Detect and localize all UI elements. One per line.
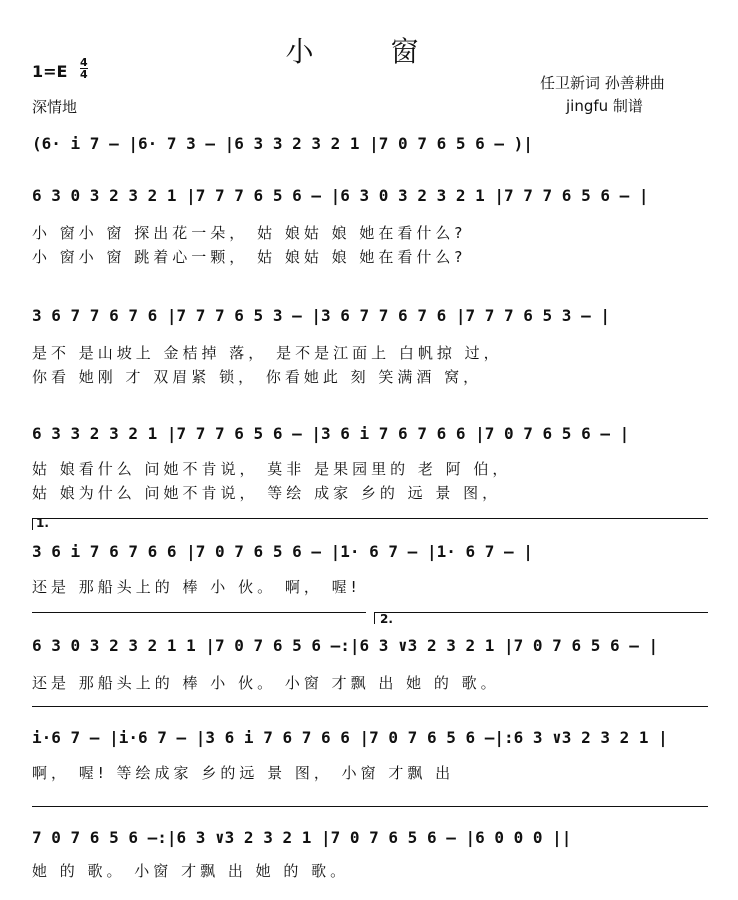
notation-line-3: 3 6 7 7 6 7 6 |7 7 7 6 5 3 – |3 6 7 7 6 7 6 |7 7 7 6 5 3 – | xyxy=(32,306,610,325)
volta-2-label: 2. xyxy=(380,612,393,626)
lyric-line-3a: 是不 是山坡上 金桔掉 落， 是不是江面上 白帆掠 过， xyxy=(32,344,503,362)
volta-1-label: 1. xyxy=(36,516,49,530)
volta-1-hook xyxy=(32,518,33,530)
lyric-line-5: 还是 那船头上的 棒 小 伙。 啊， 喔! xyxy=(32,578,361,596)
lyric-line-4b: 姑 娘为什么 问她不肯说， 等绘 成家 乡的 远 景 图， xyxy=(32,484,502,502)
lyric-line-2b: 小 窗小 窗 跳着心一颗， 姑 娘姑 娘 她在看什么? xyxy=(32,248,467,266)
time-signature xyxy=(80,57,88,80)
notation-line-7: i·6 7 – |i·6 7 – |3 6 i 7 6 7 6 6 |7 0 7 6 5 6 –|:6 3 ∨3 2 3 2 1 | xyxy=(32,728,668,747)
section-divider-2 xyxy=(32,806,708,807)
song-title: 小 窗 xyxy=(285,35,453,68)
meter-bottom: 4 xyxy=(80,68,88,81)
meter-top: 4 xyxy=(80,56,88,69)
notation-maker: jingfu 制谱 xyxy=(566,97,643,115)
volta-2-bracket xyxy=(374,612,708,613)
lyric-line-7: 啊， 喔! 等绘成家 乡的远 景 图， 小窗 才飘 出 xyxy=(32,764,455,782)
volta-1-bracket xyxy=(32,518,708,519)
expression-mark: 深情地 xyxy=(32,98,78,116)
notation-line-2: 6 3 0 3 2 3 2 1 |7 7 7 6 5 6 – |6 3 0 3 2 3 2 1 |7 7 7 6 5 6 – | xyxy=(32,186,649,205)
lyric-line-4a: 姑 娘看什么 问她不肯说， 莫非 是果园里的 老 阿 伯， xyxy=(32,460,512,478)
volta-1-end-line xyxy=(32,612,366,613)
key-signature: 1=E xyxy=(32,62,68,81)
notation-line-8: 7 0 7 6 5 6 –:|6 3 ∨3 2 3 2 1 |7 0 7 6 5 6 – |6 0 0 0 || xyxy=(32,828,572,847)
lyric-line-8: 她 的 歌。 小窗 才飘 出 她 的 歌。 xyxy=(32,862,350,880)
credits: 任卫新词 孙善耕曲 xyxy=(540,74,665,92)
notation-line-1: (6· i 7 – |6· 7 3 – |6 3 3 2 3 2 1 |7 0 7 6 5 6 – )| xyxy=(32,134,533,153)
lyric-line-6: 还是 那船头上的 棒 小 伙。 小窗 才飘 出 她 的 歌。 xyxy=(32,674,500,692)
notation-line-4: 6 3 3 2 3 2 1 |7 7 7 6 5 6 – |3 6 i 7 6 7 6 6 |7 0 7 6 5 6 – | xyxy=(32,424,630,443)
notation-line-6: 6 3 0 3 2 3 2 1 1 |7 0 7 6 5 6 –:|6 3 ∨3 2 3 2 1 |7 0 7 6 5 6 – | xyxy=(32,636,659,655)
notation-line-5: 3 6 i 7 6 7 6 6 |7 0 7 6 5 6 – |1· 6 7 – |1· 6 7 – | xyxy=(32,542,533,561)
volta-2-hook xyxy=(374,612,375,624)
lyric-line-3b: 你看 她刚 才 双眉紧 锁， 你看她此 刻 笑满酒 窝， xyxy=(32,368,483,386)
lyric-line-2a: 小 窗小 窗 探出花一朵， 姑 娘姑 娘 她在看什么? xyxy=(32,224,467,242)
section-divider-1 xyxy=(32,706,708,707)
